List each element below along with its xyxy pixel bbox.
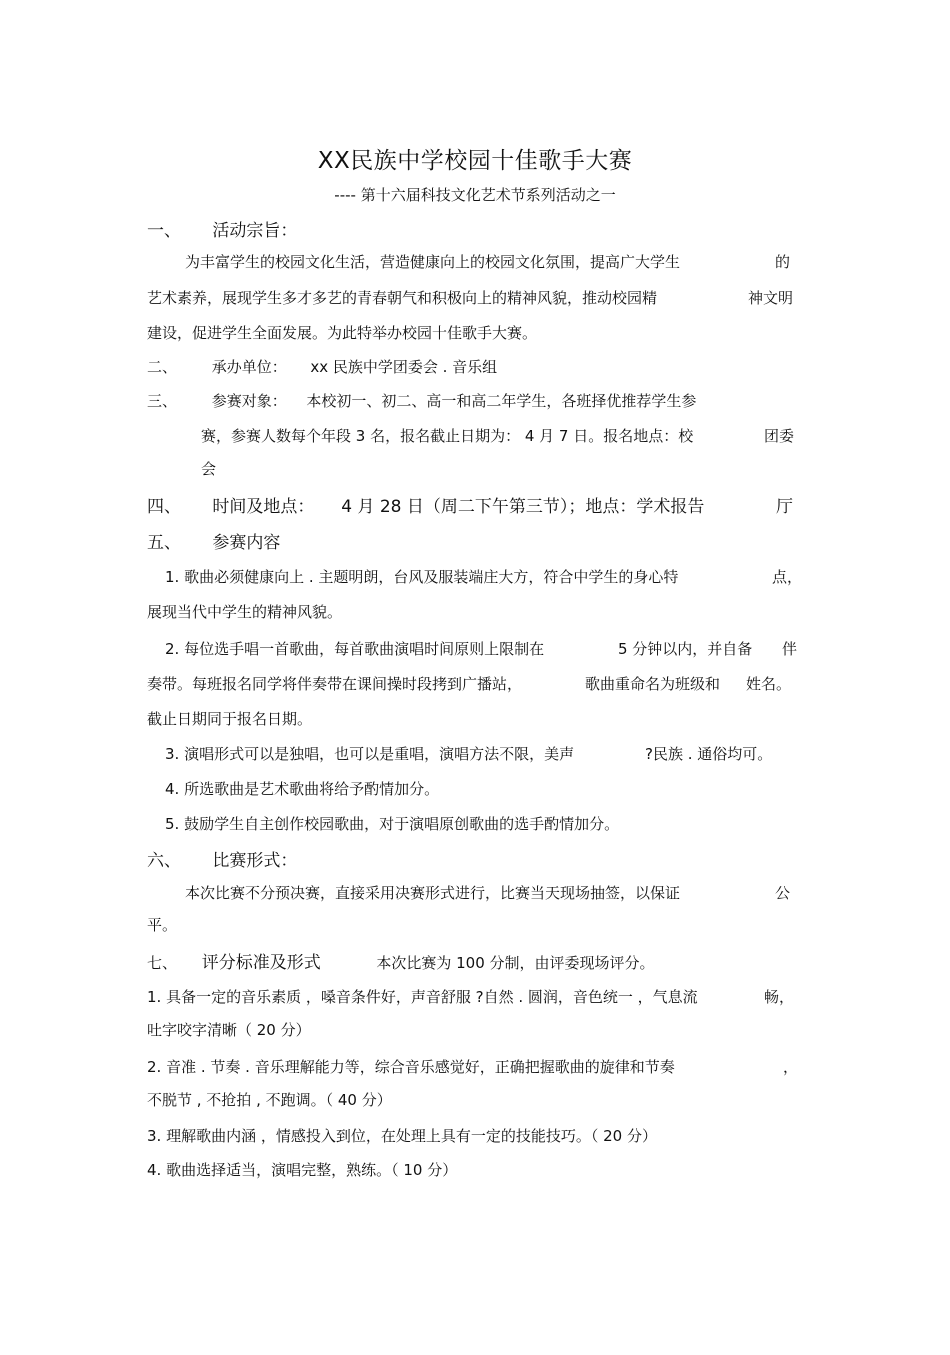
section-4-number: 四、: [147, 497, 181, 517]
section-5-item-2-line-3: 截止日期同于报名日期。: [147, 710, 313, 728]
section-6-para-line-1: 本次比赛不分预决赛，直接采用决赛形式进行，比赛当天现场抽签，以保证: [185, 884, 681, 902]
section-5-item-2-line-1-mid: 5 分钟以内，并自备: [618, 640, 753, 658]
section-4-header: [147, 492, 704, 517]
section-5-number: 五、: [147, 533, 181, 553]
section-5-item-1-line-2: 展现当代中学生的精神风貌。: [147, 603, 343, 621]
section-7-criterion-2-line-2: 不脱节 , 不抢拍 , 不跑调。（ 40 分）: [147, 1091, 392, 1109]
section-3-line-2: 赛，参赛人数每个年段 3 名，报名截止日期为： 4 月 7 日。报名地点：校: [201, 427, 694, 445]
section-5-item-5: 5. 鼓励学生自主创作校园歌曲，对于演唱原创歌曲的选手酌情加分。: [165, 815, 620, 833]
section-1-para-line-3: 建设，促进学生全面发展。为此特举办校园十佳歌手大赛。: [147, 324, 538, 342]
section-4-text: 4 月 28 日（周二下午第三节）；地点：学术报告: [341, 497, 705, 517]
section-7-criterion-3: 3. 理解歌曲内涵 ，情感投入到位，在处理上具有一定的技能技巧。（ 20 分）: [147, 1127, 657, 1145]
section-5-item-4: 4. 所选歌曲是艺术歌曲将给予酌情加分。: [165, 780, 440, 798]
section-4-heading: 时间及地点：: [212, 497, 315, 517]
section-6-para-line-1-end: 公: [775, 884, 791, 902]
section-3-heading: 参赛对象：: [211, 392, 287, 410]
section-5-header: [147, 528, 280, 553]
section-1-para-line-2-end: 神文明: [748, 289, 794, 307]
document-title: XX民族中学校园十佳歌手大赛: [317, 148, 633, 174]
section-1-para-line-2: 艺术素养，展现学生多才多艺的青春朝气和积极向上的精神风貌，推动校园精: [147, 289, 658, 307]
section-7-text: 本次比赛为 100 分制，由评委现场评分。: [376, 954, 655, 972]
section-5-item-2-line-2-end: 姓名。: [746, 675, 792, 693]
section-5-item-1-line-1-end: 点，: [772, 568, 803, 586]
section-5-item-3: 3. 演唱形式可以是独唱，也可以是重唱，演唱方法不限，美声: [165, 745, 575, 763]
section-6-number: 六、: [147, 851, 181, 871]
document-subtitle: ---- 第十六届科技文化艺术节系列活动之一: [334, 186, 616, 204]
section-3-number: 三、: [147, 392, 178, 410]
section-3-line-3: 会: [201, 460, 217, 478]
section-5-item-1-line-1: 1. 歌曲必须健康向上 . 主题明朗，台风及服装端庄大方，符合中学生的身心特: [165, 568, 679, 586]
section-2-header: [147, 356, 497, 377]
section-5-heading: 参赛内容: [212, 533, 281, 553]
section-1-heading: 活动宗旨：: [212, 221, 298, 241]
section-2-heading: 承办单位：: [211, 358, 287, 376]
section-7-criterion-4: 4. 歌曲选择适当，演唱完整，熟练。（ 10 分）: [147, 1161, 458, 1179]
section-6-para-line-2: 平。: [147, 916, 178, 934]
section-5-item-2-line-2-mid: 歌曲重命名为班级和: [585, 675, 721, 693]
section-7-criterion-2-line-1: 2. 音准 . 节奏 . 音乐理解能力等，综合音乐感觉好，正确把握歌曲的旋律和节奏: [147, 1058, 675, 1076]
section-7-criterion-2-line-1-end: ，: [783, 1058, 799, 1076]
section-7-number: 七、: [147, 954, 178, 972]
section-5-item-2-line-1: 2. 每位选手唱一首歌曲，每首歌曲演唱时间原则上限制在: [165, 640, 545, 658]
section-5-item-2-line-2: 奏带。每班报名同学将伴奏带在课间操时段拷到广播站，: [147, 675, 523, 693]
section-5-item-3-end: ?民族 . 通俗均可。: [645, 745, 773, 763]
section-1-para-line-1-end: 的: [775, 253, 791, 271]
section-3-text: 本校初一、初二、高一和高二年学生，各班择优推荐学生参: [306, 392, 697, 410]
section-3-header: [147, 390, 696, 411]
section-3-line-2-end: 团委: [764, 427, 795, 445]
section-2-text: xx 民族中学团委会 . 音乐组: [310, 358, 498, 376]
section-5-item-2-line-1-end: 伴: [782, 640, 798, 658]
section-1-header: [147, 216, 297, 241]
section-7-criterion-1-line-1: 1. 具备一定的音乐素质 ，嗓音条件好，声音舒服 ?自然 . 圆润，音色统一 ，气息流: [147, 988, 698, 1006]
section-1-number: 一、: [147, 221, 181, 241]
section-7-criterion-1-line-1-end: 畅，: [764, 988, 795, 1006]
section-6-header: [147, 846, 297, 871]
section-6-heading: 比赛形式：: [212, 851, 298, 871]
section-2-number: 二、: [147, 358, 178, 376]
section-7-header: [147, 948, 655, 973]
section-4-text-end: 厅: [776, 497, 793, 517]
section-7-heading: 评分标准及形式: [201, 953, 321, 973]
section-1-para-line-1: 为丰富学生的校园文化生活，营造健康向上的校园文化氛围，提高广大学生: [185, 253, 681, 271]
section-7-criterion-1-line-2: 吐字咬字清晰（ 20 分）: [147, 1021, 311, 1039]
